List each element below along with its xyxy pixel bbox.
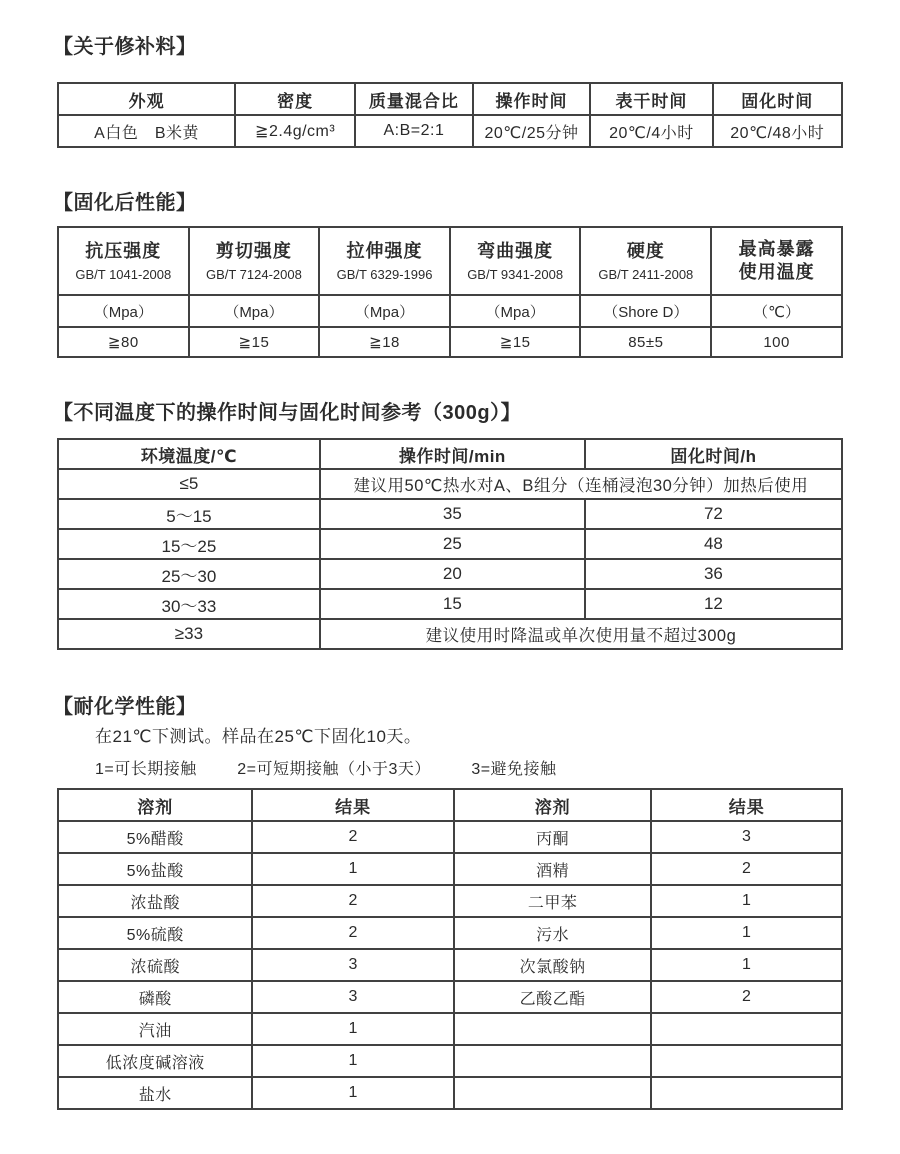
header-working-time: 操作时间 [473, 83, 591, 115]
solvent-name: 乙酸乙酯 [454, 981, 652, 1013]
unit-cell: （Mpa） [58, 295, 189, 327]
solvent-name: 5%硫酸 [58, 917, 252, 949]
result-rating [651, 1013, 842, 1045]
property-name: 硬度 [626, 241, 665, 261]
property-name: 抗压强度 [85, 241, 162, 261]
solvent-name: 浓硫酸 [58, 949, 252, 981]
solvent-name: 低浓度碱溶液 [58, 1045, 252, 1077]
result-rating: 2 [252, 885, 453, 917]
legend-item-3: 3=避免接触 [471, 761, 557, 778]
value-tack-free-time: 20℃/4小时 [590, 115, 712, 147]
table-row [58, 469, 842, 499]
temp-range: 5～15 [58, 499, 320, 529]
legend-item-1: 1=可长期接触 [95, 761, 197, 778]
advisory-note: 建议使用时降温或单次使用量不超过300g [320, 619, 842, 649]
table-row [58, 559, 842, 589]
header-mix-ratio: 质量混合比 [355, 83, 473, 115]
legend-item-2: 2=可短期接触（小于3天） [237, 761, 431, 778]
header-solvent-left: 溶剂 [58, 789, 252, 821]
solvent-name: 浓盐酸 [58, 885, 252, 917]
unit-cell: （Shore D） [580, 295, 711, 327]
section-title-temp-reference: 【不同温度下的操作时间与固化时间参考（300g）】 [53, 402, 522, 424]
value-cell: 100 [711, 327, 842, 357]
table-header-row [58, 83, 842, 115]
result-rating: 3 [651, 821, 842, 853]
result-rating: 1 [651, 917, 842, 949]
result-rating [651, 1077, 842, 1109]
working-time: 35 [320, 499, 585, 529]
value-appearance: A白色 B米黄 [58, 115, 235, 147]
result-rating: 1 [252, 853, 453, 885]
property-standard: GB/T 2411-2008 [598, 267, 694, 282]
cure-time: 12 [585, 589, 842, 619]
property-standard: GB/T 7124-2008 [205, 267, 302, 282]
solvent-name: 盐水 [58, 1077, 252, 1109]
temp-range: 25～30 [58, 559, 320, 589]
working-time: 20 [320, 559, 585, 589]
value-cell: ≧15 [189, 327, 320, 357]
header-appearance: 外观 [58, 83, 235, 115]
value-mix-ratio: A:B=2:1 [355, 115, 473, 147]
result-rating: 1 [252, 1013, 453, 1045]
table-row [58, 949, 842, 981]
value-cell: 85±5 [580, 327, 711, 357]
solvent-name: 污水 [454, 917, 652, 949]
value-cell: ≧80 [58, 327, 189, 357]
header-result-right: 结果 [651, 789, 842, 821]
cure-time: 72 [585, 499, 842, 529]
header-cure-time: 固化时间 [713, 83, 842, 115]
property-name: 拉伸强度 [346, 241, 423, 261]
table-row [58, 499, 842, 529]
solvent-name: 汽油 [58, 1013, 252, 1045]
result-rating: 2 [252, 917, 453, 949]
value-cell: ≧18 [319, 327, 450, 357]
solvent-name: 酒精 [454, 853, 652, 885]
result-rating: 1 [252, 1045, 453, 1077]
unit-cell: （Mpa） [189, 295, 320, 327]
header-cure-time-h: 固化时间/h [585, 439, 842, 469]
table-data-row [58, 115, 842, 147]
value-cure-time: 20℃/48小时 [713, 115, 842, 147]
header-tensile-strength [319, 227, 450, 295]
section-title-repair-material: 【关于修补料】 [53, 36, 197, 58]
repair-material-table [57, 82, 843, 148]
header-compressive-strength [58, 227, 189, 295]
table-row [58, 619, 842, 649]
header-flexural-strength [450, 227, 581, 295]
table-row [58, 821, 842, 853]
property-name: 剪切强度 [215, 241, 292, 261]
table-row [58, 589, 842, 619]
result-rating: 1 [252, 1077, 453, 1109]
property-name-line2: 使用温度 [738, 262, 815, 282]
advisory-note: 建议用50℃热水对A、B组分（连桶浸泡30分钟）加热后使用 [320, 469, 842, 499]
result-rating [651, 1045, 842, 1077]
property-standard: GB/T 6329-1996 [336, 267, 433, 282]
unit-cell: （Mpa） [319, 295, 450, 327]
header-max-exposure-temp [711, 227, 842, 295]
temp-range: ≤5 [58, 469, 320, 499]
cure-time: 36 [585, 559, 842, 589]
header-hardness [580, 227, 711, 295]
header-density: 密度 [235, 83, 355, 115]
header-ambient-temp: 环境温度/℃ [58, 439, 320, 469]
header-shear-strength [189, 227, 320, 295]
result-rating: 1 [651, 949, 842, 981]
cured-performance-table [57, 226, 843, 358]
temp-range: 30～33 [58, 589, 320, 619]
table-row [58, 1077, 842, 1109]
header-tack-free-time: 表干时间 [590, 83, 712, 115]
result-rating: 1 [651, 885, 842, 917]
header-result-left: 结果 [252, 789, 453, 821]
chemical-test-conditions: 在21℃下测试。样品在25℃下固化10天。 [95, 727, 422, 746]
unit-row [58, 295, 842, 327]
section-title-cured-performance: 【固化后性能】 [53, 192, 197, 214]
solvent-name [454, 1013, 652, 1045]
value-cell: ≧15 [450, 327, 581, 357]
result-rating: 3 [252, 981, 453, 1013]
solvent-name [454, 1077, 652, 1109]
unit-cell: （Mpa） [450, 295, 581, 327]
value-density: ≧2.4g/cm³ [235, 115, 355, 147]
table-row [58, 885, 842, 917]
rating-legend [95, 760, 843, 780]
temp-range: 15～25 [58, 529, 320, 559]
value-row [58, 327, 842, 357]
temperature-reference-table [57, 438, 843, 650]
header-solvent-right: 溶剂 [454, 789, 652, 821]
cure-time: 48 [585, 529, 842, 559]
header-working-time-min: 操作时间/min [320, 439, 585, 469]
value-working-time: 20℃/25分钟 [473, 115, 591, 147]
table-row [58, 917, 842, 949]
result-rating: 2 [252, 821, 453, 853]
property-standard: GB/T 1041-2008 [75, 267, 172, 282]
solvent-name: 丙酮 [454, 821, 652, 853]
property-name-line1: 最高暴露 [738, 239, 815, 259]
table-header-row [58, 789, 842, 821]
table-row [58, 1045, 842, 1077]
result-rating: 3 [252, 949, 453, 981]
solvent-name: 5%盐酸 [58, 853, 252, 885]
unit-cell: （℃） [711, 295, 842, 327]
property-name: 弯曲强度 [477, 241, 554, 261]
table-row [58, 1013, 842, 1045]
solvent-name: 磷酸 [58, 981, 252, 1013]
property-standard: GB/T 9341-2008 [467, 267, 564, 282]
result-rating: 2 [651, 853, 842, 885]
table-row [58, 981, 842, 1013]
section-title-chemical-resistance: 【耐化学性能】 [53, 696, 197, 718]
result-rating: 2 [651, 981, 842, 1013]
working-time: 25 [320, 529, 585, 559]
property-header-row [58, 227, 842, 295]
temp-range: ≥33 [58, 619, 320, 649]
working-time: 15 [320, 589, 585, 619]
table-row [58, 853, 842, 885]
solvent-name: 5%醋酸 [58, 821, 252, 853]
solvent-name: 二甲苯 [454, 885, 652, 917]
solvent-name [454, 1045, 652, 1077]
chemical-resistance-table [57, 788, 843, 1110]
table-header-row [58, 439, 842, 469]
table-row [58, 529, 842, 559]
solvent-name: 次氯酸钠 [454, 949, 652, 981]
